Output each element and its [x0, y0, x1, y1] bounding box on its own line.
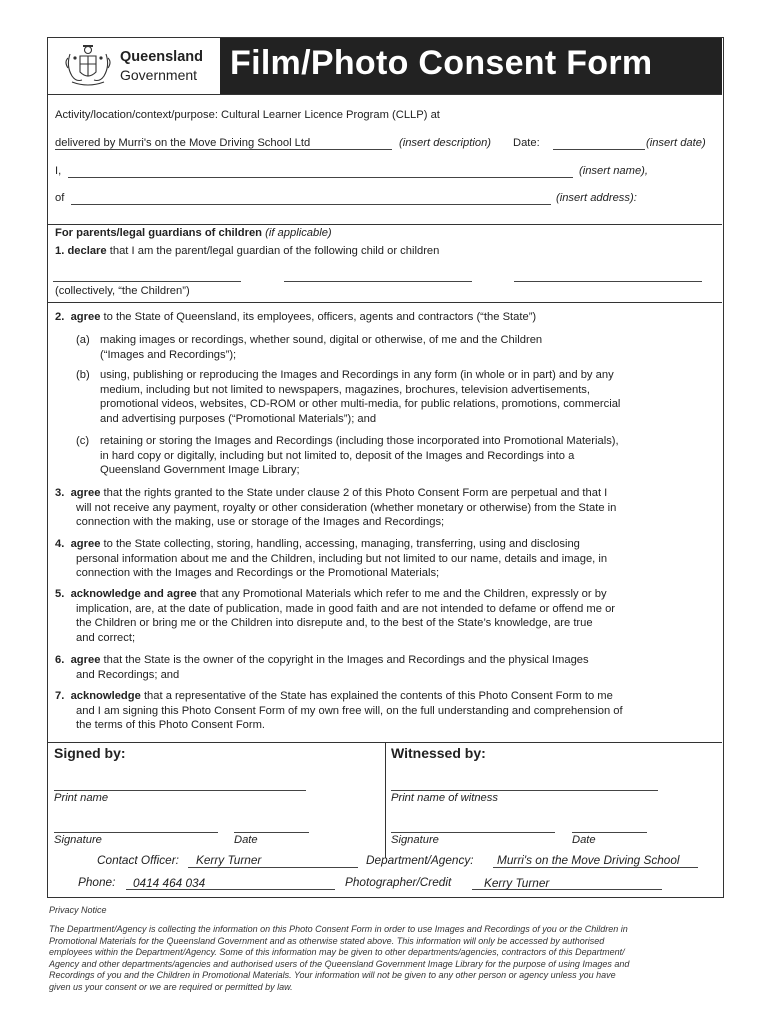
clause-4-line: connection with the Images and Recordings or the Promotional Materials; [76, 567, 440, 580]
clause-5-number: 5. [55, 588, 65, 600]
clause-7-line: that a representative of the State has explained the contents of this Photo Consent Form to me [143, 690, 613, 702]
clause-5-verb: acknowledge and agree [70, 588, 197, 600]
clause-6-line: and Recordings; and [76, 668, 180, 681]
sub-a [100, 333, 542, 362]
privacy-line: Recordings of you and the Children in Promotional Materials. Your information will not be given to any other person or agency unless you have [49, 970, 616, 981]
sub-c-label: (c) [76, 435, 90, 447]
logo-line-1: Queensland [120, 49, 203, 65]
clause-1-text: that I am the parent/legal guardian of the following child or children [109, 245, 440, 257]
sub-b-label: (b) [76, 369, 90, 381]
queensland-government-logo [48, 38, 221, 94]
contact-officer-value[interactable]: Kerry Turner [196, 853, 262, 867]
privacy-line: employees within the Department/Agency. Some of this information may be given to other departments/agencies, contractors of this Department/ [49, 947, 625, 958]
clause-4-line: to the State collecting, storing, handling, accessing, managing, transferring, using and disclosing [103, 538, 580, 550]
clause-7-line: the terms of this Photo Consent Form. [76, 719, 266, 732]
print-name-label: Print name [54, 792, 109, 804]
activity-line: Activity/location/context/purpose: Cultural Learner Licence Program (CLLP) at [55, 109, 440, 121]
phone-value[interactable]: 0414 464 034 [133, 876, 206, 890]
sub-b [100, 368, 620, 426]
divider [48, 224, 722, 225]
privacy-line: The Department/Agency is collecting the information on this Photo Consent Form in order to use Images and Recordings of you or the Children in [49, 924, 628, 934]
sub-c [100, 434, 619, 478]
clause-7 [55, 689, 623, 733]
title-bar [220, 38, 722, 94]
clause-3-line: that the rights granted to the State under clause 2 of this Photo Consent Form are perpetual and that I [103, 487, 608, 499]
witnessed-by-heading: Witnessed by: [391, 745, 486, 761]
department-label: Department/Agency: [366, 853, 474, 867]
sub-b-line: promotional videos, websites, CD-ROM or other multi-media, for public relations, promotions, commercial [100, 398, 621, 411]
privacy-heading: Privacy Notice [49, 905, 107, 915]
clause-5-line: the Children or bring me or the Children into disrepute and, to the best of the State’s knowledge, are true [76, 617, 593, 630]
description-value[interactable]: delivered by Murri's on the Move Driving School Ltd [55, 137, 311, 149]
witness-signature-label: Signature [391, 834, 439, 846]
signing-column-divider [385, 743, 386, 858]
clause-5-line: and correct; [76, 631, 136, 644]
privacy-notice [49, 924, 629, 994]
clause-7-number: 7. [55, 690, 65, 702]
name-hint: (insert name), [579, 165, 649, 177]
photographer-label: Photographer/Credit [345, 875, 452, 889]
photographer-value[interactable]: Kerry Turner [484, 876, 550, 890]
clause-4-number: 4. [55, 538, 65, 550]
clause-1-verb: declare [67, 245, 107, 257]
sub-c-line: retaining or storing the Images and Recordings (including those incorporated into Promotional Materials), [100, 435, 619, 447]
child-name-field-3[interactable] [514, 281, 702, 282]
clause-3 [55, 486, 616, 530]
sub-a-line: (“Images and Recordings”); [100, 348, 237, 361]
phone-label: Phone: [78, 875, 116, 889]
clause-2-verb: agree [70, 311, 101, 323]
form-header [48, 38, 722, 95]
clause-5-line: implication, are, at the date of publication, made in good faith and are not intended to defame or offend me or [76, 602, 616, 615]
witness-date-label: Date [572, 834, 596, 846]
name-field[interactable] [68, 177, 573, 178]
clause-5-line: that any Promotional Materials which refer to me and the Children, expressly or by [199, 588, 607, 600]
clause-4 [55, 537, 607, 581]
clause-2 [55, 310, 536, 324]
privacy-line: Promotional Materials for the Queensland Government and as otherwise stated above. This information will only be accessed by authorised [49, 935, 605, 946]
clause-7-verb: acknowledge [70, 690, 141, 702]
address-field[interactable] [71, 204, 551, 205]
clause-2-number: 2. [55, 311, 65, 323]
sub-b-line: and advertising purposes (“Promotional Materials”); and [100, 412, 377, 425]
signed-by-heading: Signed by: [54, 745, 126, 761]
clause-4-verb: agree [70, 538, 101, 550]
sub-a-line: making images or recordings, whether sound, digital or otherwise, of me and the Children [100, 334, 543, 346]
child-name-field-2[interactable] [284, 281, 472, 282]
clause-1-number: 1. [55, 245, 65, 257]
clause-5 [55, 587, 615, 645]
guardians-heading [55, 226, 332, 240]
sub-b-line: medium, including but not limited to newspapers, magazines, brochures, television advertisements, [100, 383, 591, 396]
clause-3-verb: agree [70, 487, 101, 499]
clause-1 [55, 244, 439, 258]
clause-3-line: connection with the making, use or storage of the Images and Recordings; [76, 516, 445, 529]
sub-b-line: using, publishing or reproducing the Images and Recordings in any form (in whole or in part) and by any [100, 369, 614, 381]
clause-3-line: will not receive any payment, royalty or other consideration (whether monetary or otherwise) from the State in [76, 501, 617, 514]
privacy-line: Agency and other departments/agencies and authorised users of the Queensland Government Image Library for the purpose of using Images and [49, 958, 630, 969]
sub-c-line: Queensland Government Image Library; [100, 464, 300, 477]
date-label: Date: [513, 137, 540, 149]
guardians-heading-text: For parents/legal guardians of children [55, 227, 263, 239]
child-name-field-1[interactable] [53, 281, 241, 282]
clause-4-line: personal information about me and the Children, including but not limited to our name, details and image, in [76, 552, 608, 565]
clause-6 [55, 653, 589, 682]
address-hint: (insert address): [556, 192, 637, 204]
department-underline [493, 867, 698, 868]
clause-6-number: 6. [55, 654, 65, 666]
department-value[interactable]: Murri's on the Move Driving School [497, 853, 680, 867]
sub-a-label: (a) [76, 334, 90, 346]
signature-label: Signature [54, 834, 102, 846]
consent-form [47, 37, 724, 898]
collectively-text: (collectively, “the Children”) [55, 285, 190, 297]
address-prefix: of [55, 192, 65, 204]
clause-6-verb: agree [70, 654, 101, 666]
print-name-witness-label: Print name of witness [391, 792, 498, 804]
contact-officer-label: Contact Officer: [97, 853, 179, 867]
contact-officer-underline [188, 867, 358, 868]
divider [48, 302, 722, 303]
description-underline [55, 149, 392, 150]
form-title: Film/Photo Consent Form [230, 44, 653, 82]
clause-2-text: to the State of Queensland, its employees, officers, agents and contractors (“the State”) [103, 311, 537, 323]
name-prefix: I, [55, 165, 62, 177]
sub-c-line: in hard copy or digitally, including but not limited to, deposit of the Images and Recordings into a [100, 449, 575, 462]
guardians-heading-note: (if applicable) [265, 227, 332, 239]
clause-6-line: that the State is the owner of the copyright in the Images and Recordings and the physical Images [103, 654, 589, 666]
logo-line-2: Government [120, 67, 198, 83]
queensland-crest-icon [62, 44, 114, 88]
date-hint: (insert date) [646, 137, 706, 149]
clause-7-line: and I am signing this Photo Consent Form of my own free will, on the full understanding and comprehension of [76, 704, 623, 717]
clause-3-number: 3. [55, 487, 65, 499]
privacy-line: given us your consent or we are required or permitted by law. [49, 981, 293, 992]
date-label: Date [234, 834, 258, 846]
description-hint: (insert description) [399, 137, 492, 149]
date-field[interactable] [553, 149, 645, 150]
